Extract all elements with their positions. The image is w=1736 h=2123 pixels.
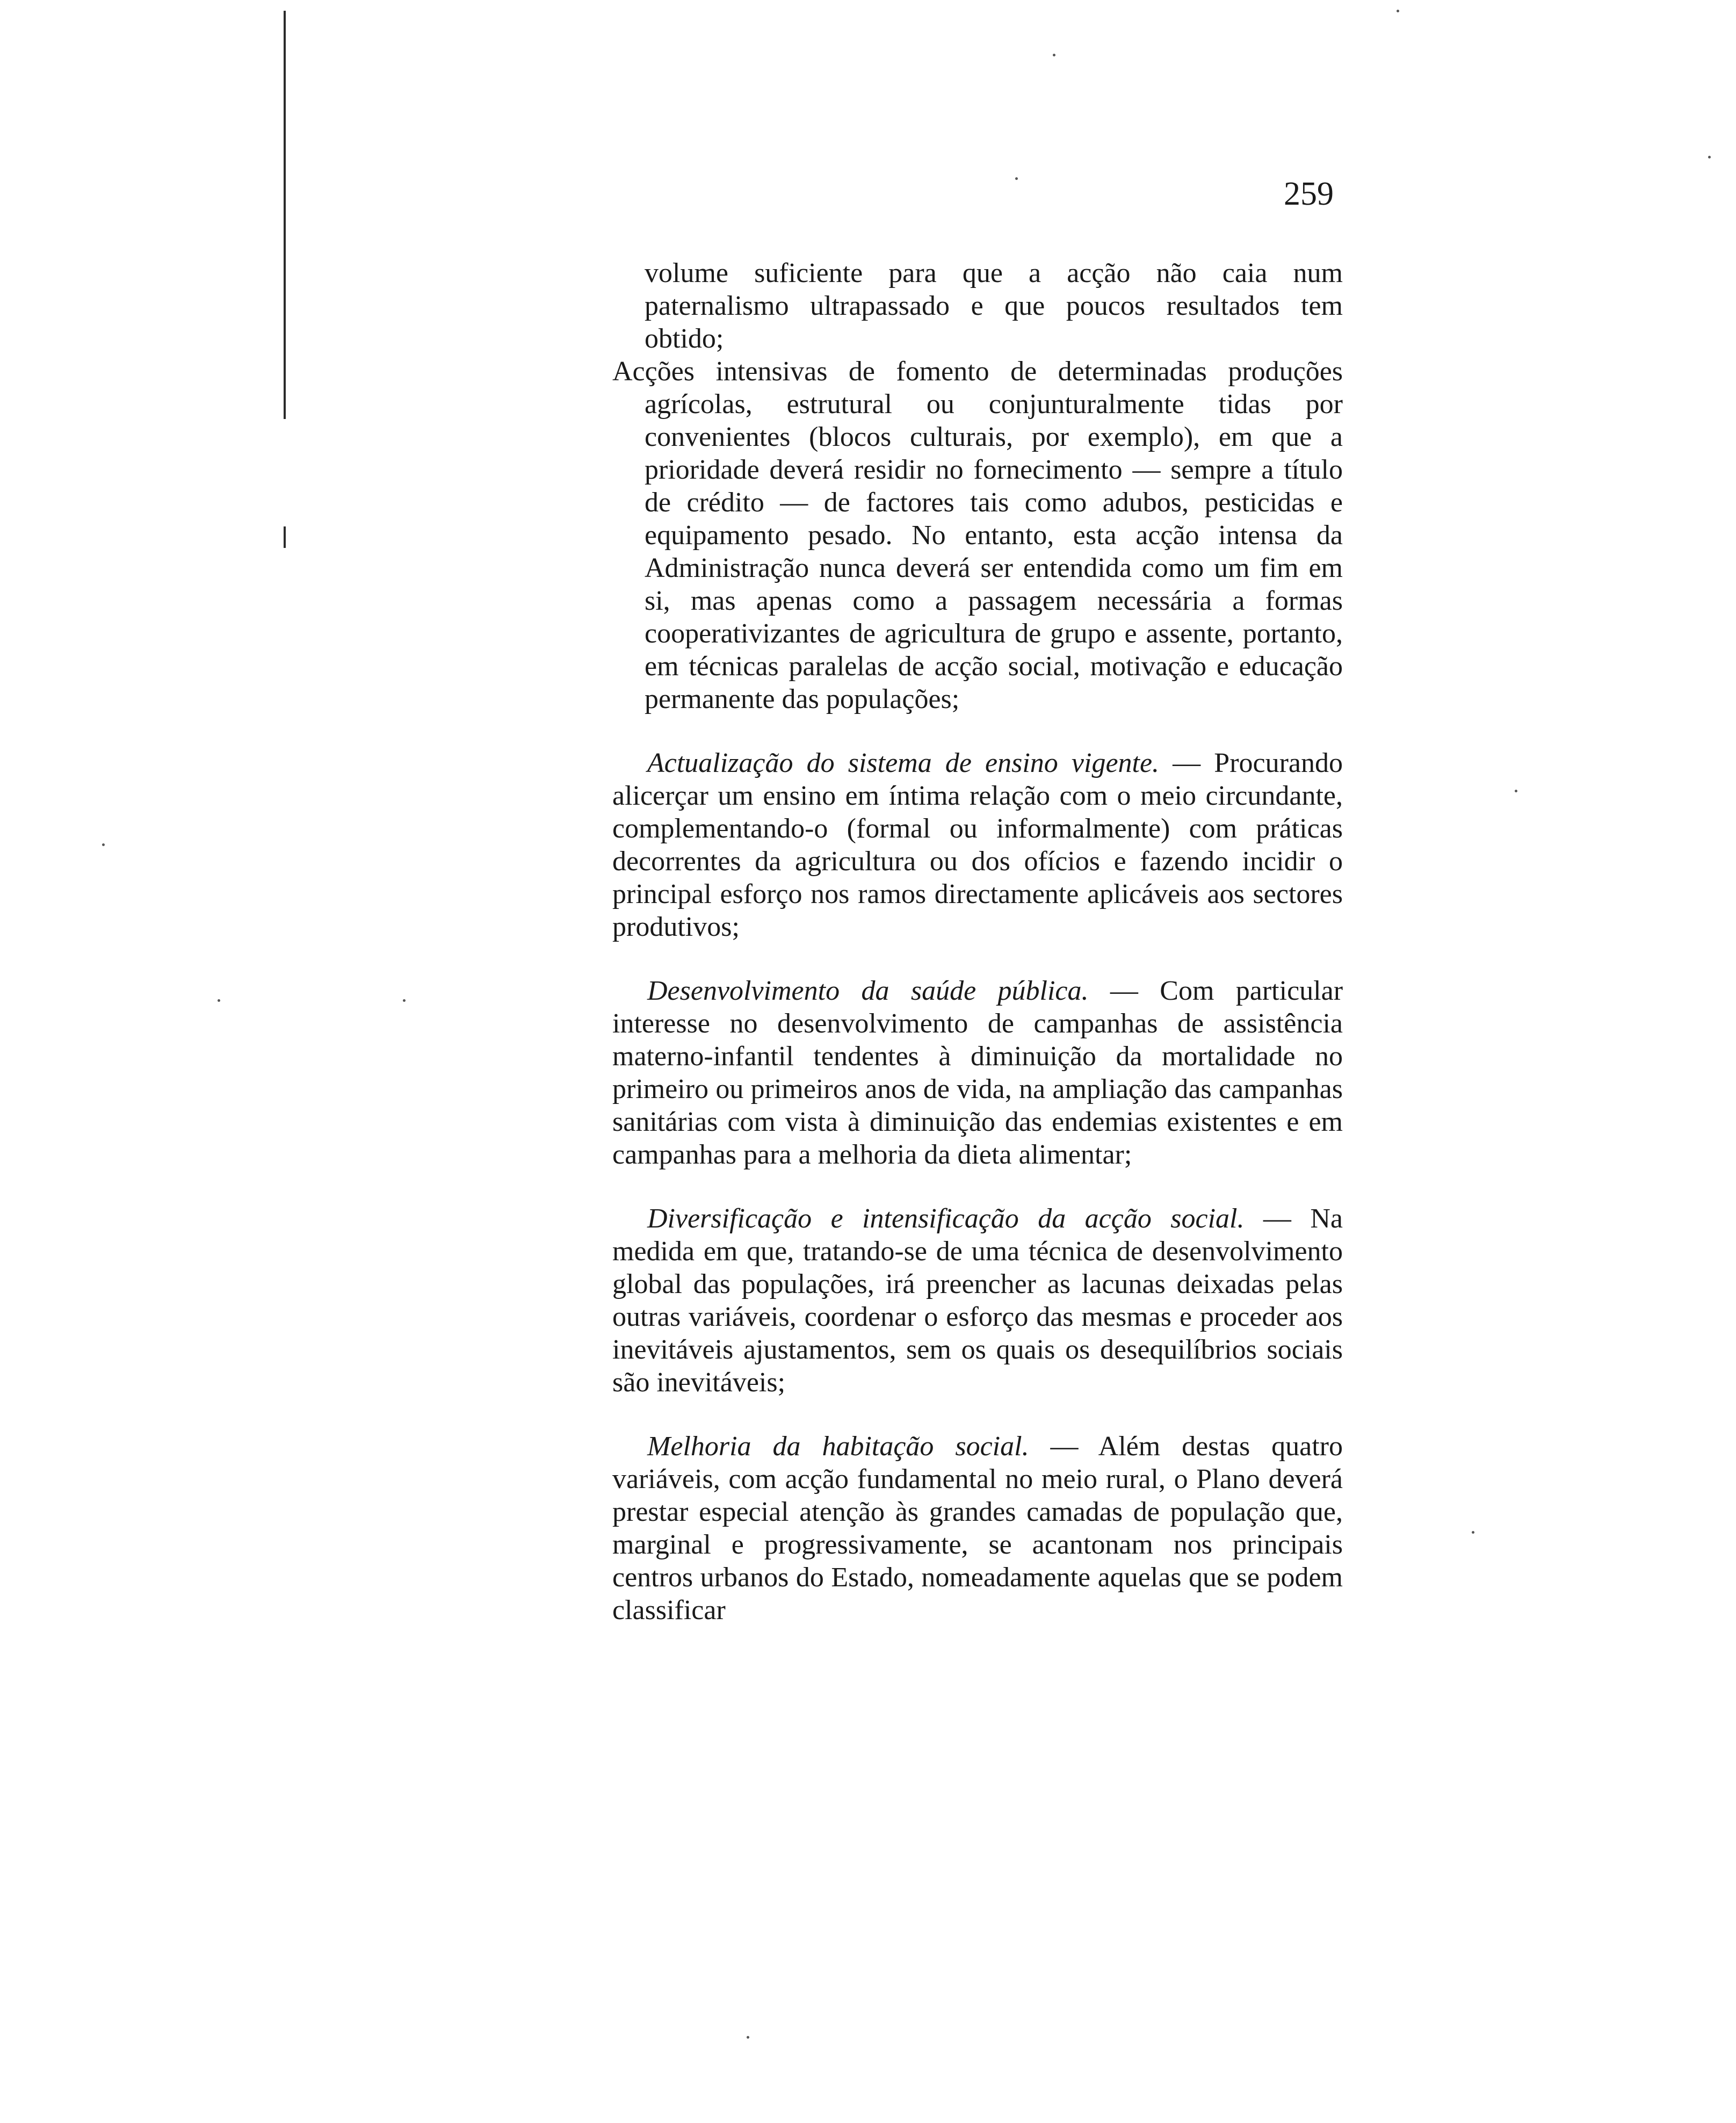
list-item <box>612 355 1343 716</box>
text-column <box>612 257 1343 1627</box>
list-item-continuation: produções agrícolas, estrutural ou conjunturalmente tidas por convenientes (blocos culturais, por exemplo), em que a prioridade deverá residir no fornecimento — sempre a título de crédito — de factores tais como adubos, pesticidas e equipamento pesado. No entanto, esta acção intensa da Administração nunca deverá ser entendida como um fim em si, mas apenas como a passagem necessária a formas cooperativizantes de agricultura de grupo e assente, portanto, em técnicas paralelas de acção social, motivação e educação permanente das populações; <box>645 356 1343 714</box>
margin-rule-top <box>284 11 286 419</box>
section-paragraph <box>612 747 1343 943</box>
scan-speck <box>1397 10 1399 12</box>
list-item-first-line: volume suficiente para que a acção não caia num <box>645 258 1343 288</box>
scan-speck <box>1515 790 1517 792</box>
margin-rule-mid <box>284 526 286 548</box>
section-heading: Melhoria da habitação social. <box>647 1431 1029 1462</box>
scan-speck <box>747 2036 749 2039</box>
em-dash: — <box>1244 1203 1311 1234</box>
scan-speck <box>218 999 220 1002</box>
em-dash: — <box>1159 748 1214 778</box>
section-body: Na medida em que, tratando-se de uma técnica de desenvolvimento global das populações, irá preencher as lacunas deixadas pelas outras variáveis, coordenar o esforço das mesmas e proceder aos inevitáveis ajustamentos, sem os quais os desequilíbrios sociais são inevitáveis; <box>612 1203 1343 1398</box>
section-paragraph <box>612 1430 1343 1627</box>
scan-speck <box>1015 177 1018 180</box>
section-heading: Diversificação e intensificação da acção social. <box>647 1203 1245 1234</box>
section-ensino <box>612 747 1343 943</box>
scan-speck <box>1708 156 1711 158</box>
list-item-text <box>645 257 1343 355</box>
scan-speck <box>1472 1531 1474 1534</box>
section-saude <box>612 974 1343 1171</box>
list-item-first-line: Acções intensivas de fomento de determinadas <box>612 356 1207 387</box>
section-heading: Desenvolvimento da saúde pública. <box>647 976 1089 1006</box>
section-heading: Actualização do sistema de ensino vigente. <box>647 748 1160 778</box>
section-accao-social <box>612 1202 1343 1399</box>
list-item-continuation: paternalismo ultrapassado e que poucos resultados tem obtido; <box>645 291 1343 354</box>
section-body: Procurando alicerçar um ensino em íntima relação com o meio circundante, complementando-o (formal ou informalmente) com práticas decorrentes da agricultura ou dos ofícios e fazendo incidir o principal esforço nos ramos directamente aplicáveis aos sectores produtivos; <box>612 748 1343 942</box>
em-dash: — <box>1029 1431 1098 1462</box>
scan-speck <box>102 843 105 846</box>
section-body: Com particular interesse no desenvolvimento de campanhas de assistência materno-infantil tendentes à diminuição da mortalidade no primeiro ou primeiros anos de vida, na ampliação das campanhas sanitárias com vista à diminuição das endemias existentes e em campanhas para a melhoria da dieta alimentar; <box>612 976 1343 1170</box>
list-item <box>645 257 1343 355</box>
list-item-text <box>612 355 1343 716</box>
section-habitacao <box>612 1430 1343 1627</box>
em-dash: — <box>1088 976 1160 1006</box>
page-number: 259 <box>1284 176 1334 212</box>
section-paragraph <box>612 974 1343 1171</box>
section-paragraph <box>612 1202 1343 1399</box>
scan-speck <box>1053 54 1055 56</box>
scan-speck <box>403 999 406 1002</box>
section-body: Além destas quatro variáveis, com acção fundamental no meio rural, o Plano deverá prestar especial atenção às grandes camadas de população que, marginal e progressivamente, se acantonam nos principais centros urbanos do Estado, nomeadamente aquelas que se podem classificar <box>612 1431 1343 1626</box>
